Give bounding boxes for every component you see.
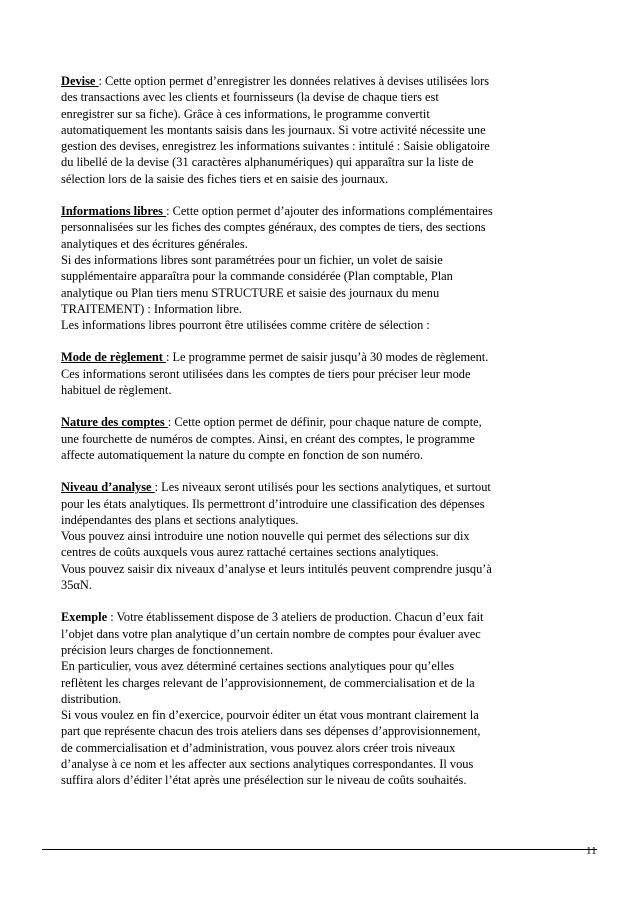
text-line: supplémentaire apparaîtra pour la commande considérée (Plan comptable, Plan	[61, 269, 453, 284]
text-line: d’analyse à ce nom et les affecter aux sections analytiques correspondantes. Il vous	[61, 756, 474, 771]
text-line: de commercialisation et d’administration, vous pouvez alors créer trois niveaux	[61, 740, 456, 755]
section-term: Devise	[61, 74, 99, 88]
text-line: 35αN.	[61, 578, 92, 593]
section-term: Niveau d’analyse	[61, 480, 155, 495]
text-line: l’objet dans votre plan analytique d’un certain nombre de comptes pour évaluer avec	[61, 626, 481, 641]
text-line: distribution.	[61, 691, 122, 706]
text-line: En particulier, vous avez déterminé certaines sections analytiques pour qu’elles	[61, 659, 455, 674]
section-nature-des-comptes	[61, 414, 561, 463]
text-line: suffira alors d’éditer l’état après une présélection sur le niveau de coûts souhaités.	[61, 773, 467, 788]
section-exemple	[61, 609, 561, 788]
page-number: 11	[586, 845, 597, 857]
text-line: Les informations libres pourront être utilisées comme critère de sélection :	[61, 318, 430, 333]
section-term: Mode de règlement	[61, 350, 166, 365]
text-line: Vous pouvez ainsi introduire une notion nouvelle qui permet des sélections sur dix	[61, 529, 470, 544]
section-term: Nature des comptes	[61, 415, 168, 430]
text-line: reflètent les charges relevant de l’approvisionnement, de commercialisation et de la	[61, 675, 475, 690]
text-line: automatiquement les montants saisis dans les journaux. Si votre activité nécessite une	[61, 122, 486, 137]
text-line: des transactions avec les clients et fournisseurs (la devise de chaque tiers est	[61, 90, 439, 105]
text-line: analytiques et des écritures générales.	[61, 236, 248, 251]
text-line: TRAITEMENT) : Information libre.	[61, 301, 242, 316]
text-line: sélection lors de la saisie des fiches tiers et en saisie des journaux.	[61, 171, 389, 186]
section-mode-de-reglement	[61, 349, 561, 398]
section-niveau-d-analyse	[61, 479, 561, 593]
text-line: Niveau d’analyse : Les niveaux seront utilisés pour les sections analytiques, et surtout	[61, 480, 491, 495]
text-line: Nature des comptes : Cette option permet de définir, pour chaque nature de compte,	[61, 415, 482, 430]
text-line: Devise : Cette option permet d’enregistrer les données relatives à devises utilisées lors	[61, 74, 490, 88]
text-line: centres de coûts auxquels vous aurez rattaché certaines sections analytiques.	[61, 545, 439, 560]
text-line: habituel de règlement.	[61, 383, 172, 398]
text-line: pour les états analytiques. Ils permettront d’introduire une classification des dépenses	[61, 496, 485, 511]
document-body	[61, 73, 561, 805]
section-devise	[61, 73, 561, 187]
text-line: personnalisées sur les fiches des comptes généraux, des comptes de tiers, des sections	[61, 220, 486, 235]
section-informations-libres	[61, 203, 561, 333]
section-term: Informations libres	[61, 204, 167, 219]
text-line: Informations libres : Cette option permet d’ajouter des informations complémentaires	[61, 204, 493, 219]
text-line: une fourchette de numéros de comptes. Ainsi, en créant des comptes, le programme	[61, 431, 475, 446]
footer-divider	[42, 849, 597, 850]
text-line: Ces informations seront utilisées dans les comptes de tiers pour préciser leur mode	[61, 366, 471, 381]
text-line: Si des informations libres sont paramétrées pour un fichier, un volet de saisie	[61, 252, 443, 267]
text-line: Mode de règlement : Le programme permet de saisir jusqu’à 30 modes de règlement.	[61, 350, 489, 365]
text-line: précision leurs charges de fonctionnement.	[61, 642, 274, 657]
text-line: du libellé de la devise (31 caractères alphanumériques) qui apparaîtra sur la liste de	[61, 155, 474, 170]
text-line: Vous pouvez saisir dix niveaux d’analyse et leurs intitulés peuvent comprendre jusqu’à	[61, 561, 492, 576]
text-line: enregistrer sur sa fiche). Grâce à ces informations, le programme convertit	[61, 106, 430, 121]
text-line: part que représente chacun des trois ateliers dans ses dépenses d’approvisionnement,	[61, 724, 481, 739]
text-line: Si vous voulez en fin d’exercice, pourvoir éditer un état vous montrant clairement la	[61, 708, 479, 723]
text-line: Exemple : Votre établissement dispose de 3 ateliers de production. Chacun d’eux fait	[61, 610, 484, 625]
text-line: analytique ou Plan tiers menu STRUCTURE et saisie des journaux du menu	[61, 285, 440, 300]
text-line: indépendantes des plans et sections analytiques.	[61, 512, 299, 527]
text-line: affecte automatiquement la nature du compte en fonction de son numéro.	[61, 447, 424, 462]
text-line: gestion des devises, enregistrez les informations suivantes : intitulé : Saisie obligatoire	[61, 139, 490, 154]
section-term: Exemple	[61, 610, 108, 625]
